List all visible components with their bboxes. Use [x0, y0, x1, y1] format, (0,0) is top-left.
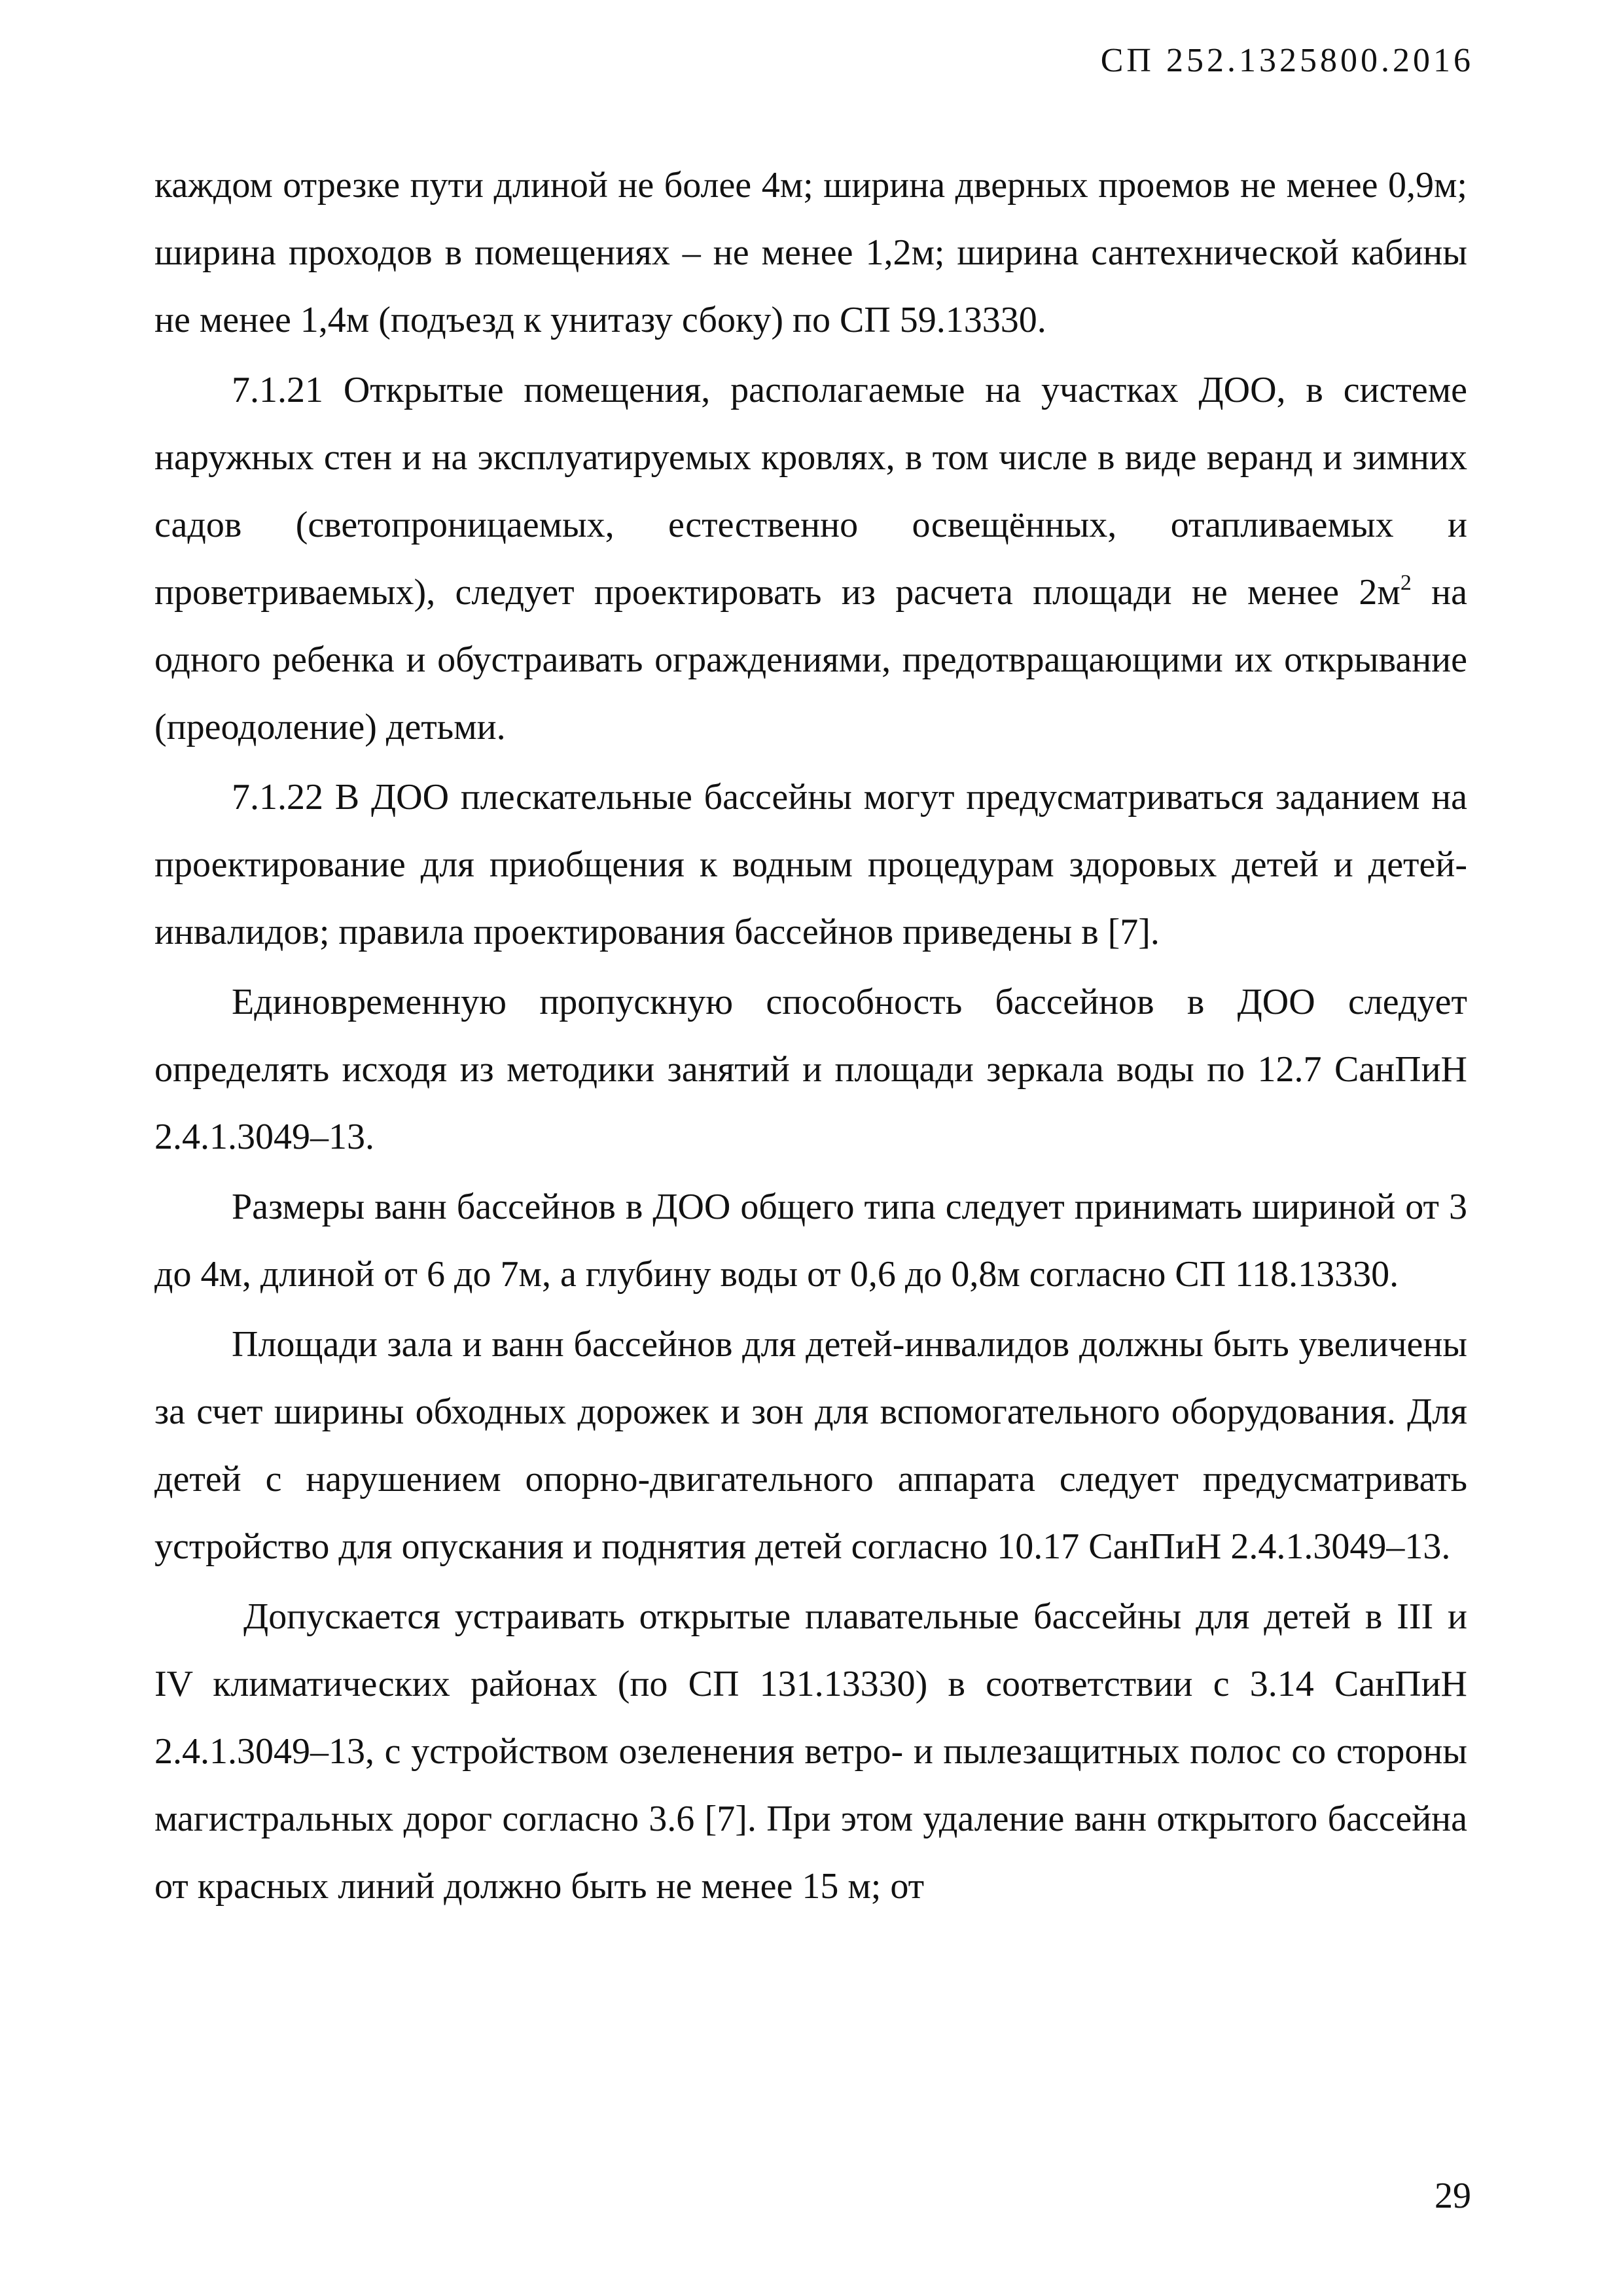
paragraph-pool-sizes: Размеры ванн бассейнов в ДОО общего типа следует принимать шириной от 3 до 4м, длиной от 6 до 7м, а глубину воды от 0,6 до 0,8м согласно СП 118.13330. [154, 1187, 1467, 1295]
paragraph-text-part: 7.1.21 Открытые помещения, располагаемые на участках ДОО, в системе наружных стен и на эксплуатируемых кровлях, в том числе в виде веранд и зимних садов (светопроницаемых, естественно освещённых, отапливаемых и проветриваемых), следует проектировать из расчета площади не менее 2м [154, 370, 1467, 613]
paragraph-text-part: на одного ребенка и обустраивать ограждениями, предотвращающими их открывание (преодоление) детьми. [154, 572, 1468, 747]
superscript: 2 [1400, 571, 1412, 595]
page-number: 29 [1435, 2176, 1471, 2216]
paragraph-disabled-children: Площади зала и ванн бассейнов для детей-инвалидов должны быть увеличены за счет ширины обходных дорожек и зон для вспомогательного оборудования. Для детей с нарушением опорно-двигательного аппарата следует предусматривать устройство для опускания и поднятия детей согласно 10.17 СанПиН 2.4.1.3049–13. [154, 1324, 1467, 1567]
paragraph-continuation: каждом отрезке пути длиной не более 4м; ширина дверных проемов не менее 0,9м; ширина проходов в помещениях – не менее 1,2м; ширина сантехнической кабины не менее 1,4м (подъезд к унитазу сбоку) по СП 59.13330. [154, 165, 1467, 340]
paragraph-7-1-22: 7.1.22 В ДОО плескательные бассейны могут предусматриваться заданием на проектирование для приобщения к водным процедурам здоровых детей и детей-инвалидов; правила проектирования бассейнов приведены в [7]. [154, 777, 1467, 952]
paragraph-7-1-21 [154, 357, 1467, 761]
paragraph-capacity: Единовременную пропускную способность бассейнов в ДОО следует определять исходя из методики занятий и площади зеркала воды по 12.7 СанПиН 2.4.1.3049–13. [154, 982, 1467, 1157]
paragraph-open-pools: Допускается устраивать открытые плавательные бассейны для детей в III и IV климатических районах (по СП 131.13330) в соответствии с 3.14 СанПиН 2.4.1.3049–13, с устройством озеленения ветро- и пылезащитных полос со стороны магистральных дорог согласно 3.6 [7]. При этом удаление ванн открытого бассейна от красных линий должно быть не менее 15 м; от [154, 1596, 1467, 1907]
document-code-header: СП 252.1325800.2016 [1100, 42, 1474, 79]
body-text [154, 152, 1467, 1923]
